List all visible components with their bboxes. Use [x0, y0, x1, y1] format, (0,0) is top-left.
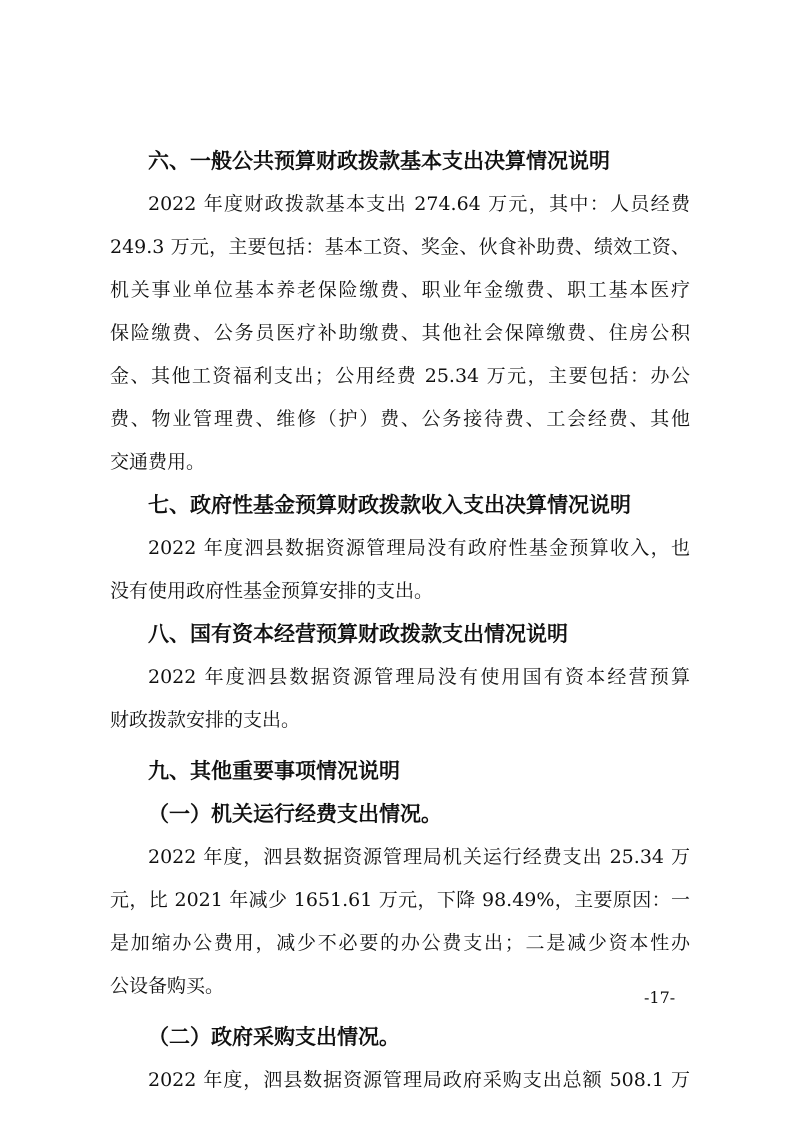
- section-seven-paragraph: [110, 527, 690, 613]
- text-line: 2022 年度，泗县数据资源管理局机关运行经费支出 25.34 万: [148, 846, 690, 868]
- text-line: 公设备购买。: [110, 975, 225, 997]
- page-number: -17-: [644, 988, 676, 1007]
- text-line: 249.3 万元，主要包括：基本工资、奖金、伙食补助费、绩效工资、: [110, 236, 690, 258]
- text-line: 财政拨款安排的支出。: [110, 709, 301, 731]
- spacer: [110, 1008, 690, 1016]
- text-line: 没有使用政府性基金预算安排的支出。: [110, 580, 434, 602]
- text-line: 2022 年度，泗县数据资源管理局政府采购支出总额 508.1 万: [148, 1069, 690, 1091]
- section-eight-heading: 八、国有资本经营预算财政拨款支出情况说明: [148, 622, 568, 646]
- section-nine-heading: 九、其他重要事项情况说明: [148, 759, 400, 783]
- text-line: 2022 年度泗县数据资源管理局没有政府性基金预算收入，也: [148, 537, 690, 559]
- text-line: 2022 年度财政拨款基本支出 274.64 万元，其中：人员经费: [148, 193, 690, 215]
- document-page: [110, 140, 690, 1102]
- subsection-one-paragraph: [110, 836, 690, 1008]
- text-line: 2022 年度泗县数据资源管理局没有使用国有资本经营预算: [148, 666, 690, 688]
- text-line: 保险缴费、公务员医疗补助缴费、其他社会保障缴费、住房公积: [110, 322, 690, 344]
- subsection-two-heading: （二）政府采购支出情况。: [148, 1025, 400, 1049]
- subsection-two-paragraph: [110, 1059, 690, 1102]
- text-line: 金、其他工资福利支出；公用经费 25.34 万元，主要包括：办公: [110, 365, 690, 387]
- spacer: [110, 742, 690, 750]
- section-seven-heading: 七、政府性基金预算财政拨款收入支出决算情况说明: [148, 493, 631, 517]
- text-line: 费、物业管理费、维修（护）费、公务接待费、工会经费、其他: [110, 408, 690, 430]
- text-line: 交通费用。: [110, 451, 206, 473]
- text-line: 是加缩办公费用，减少不必要的办公费支出；二是减少资本性办: [110, 932, 690, 954]
- section-six-paragraph: [110, 183, 690, 484]
- text-line: 元，比 2021 年减少 1651.61 万元，下降 98.49%，主要原因：一: [110, 889, 690, 911]
- section-six-heading: 六、一般公共预算财政拨款基本支出决算情况说明: [148, 149, 610, 173]
- section-eight-paragraph: [110, 656, 690, 742]
- text-line: 机关事业单位基本养老保险缴费、职业年金缴费、职工基本医疗: [110, 279, 690, 301]
- subsection-one-heading: （一）机关运行经费支出情况。: [148, 802, 442, 826]
